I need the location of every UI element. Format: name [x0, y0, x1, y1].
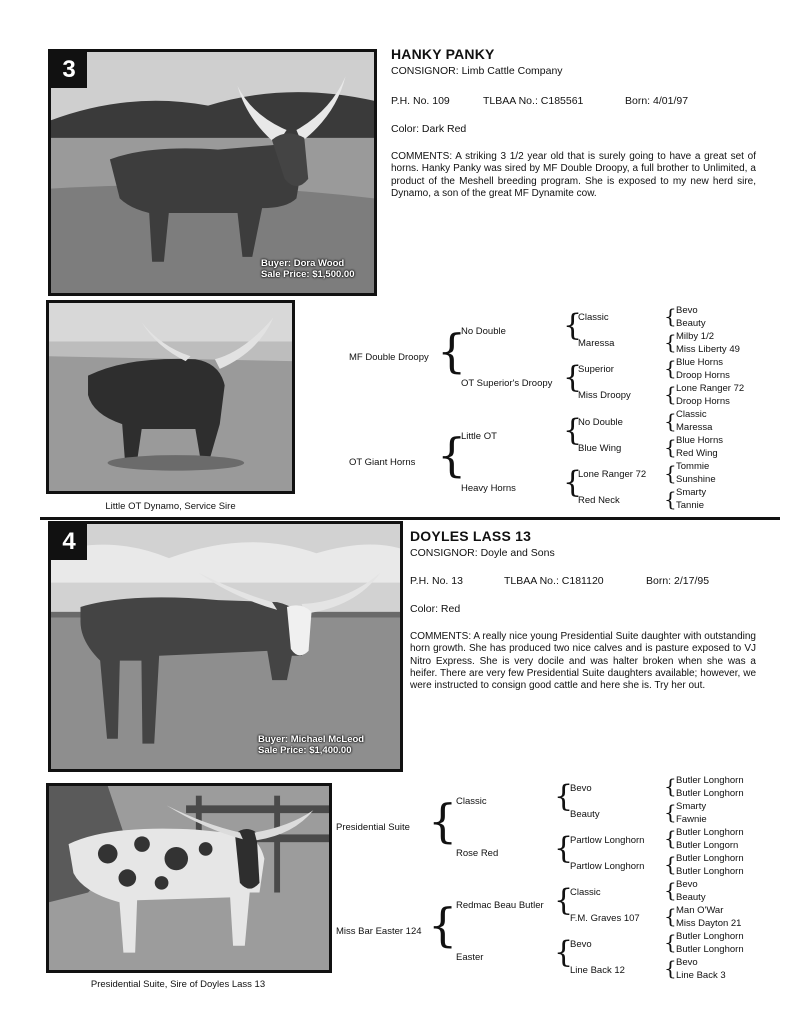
pedigree-gen4: Smarty — [676, 487, 707, 498]
buyer-name: Buyer: Dora Wood — [261, 258, 345, 269]
pedigree-gen4: Classic — [676, 409, 707, 420]
lot-title: HANKY PANKY — [391, 46, 495, 62]
tlbaa-number: TLBAA No.: C181120 — [504, 575, 604, 587]
lot-number-badge: 4 — [51, 524, 87, 560]
pedigree-gen4: Miss Liberty 49 — [676, 344, 740, 355]
pedigree-gen4: Smarty — [676, 801, 707, 812]
pedigree-gen4: Blue Horns — [676, 435, 723, 446]
comments: COMMENTS: A really nice young Presidential Suite daughter with outstanding horn growth. She has produced two nice calves and is pasture exposed to VJ Nitro Express. She is very docile and was halter broken when she was a heifer. There are very few Presidential Suite daughters available; however, we were instructed to consign good cattle and here she is. Try her out. — [410, 631, 756, 692]
pedigree-sire: MF Double Droopy — [349, 352, 429, 363]
pedigree-gen3: Superior — [578, 364, 614, 375]
pedigree-gen3: Bevo — [570, 783, 592, 794]
spotted-longhorn-bull-image — [49, 786, 329, 970]
pedigree-brace: { — [554, 779, 574, 814]
pedigree-gen4: Blue Horns — [676, 357, 723, 368]
pedigree-brace: { — [664, 356, 677, 380]
pedigree-gen3: Beauty — [570, 809, 600, 820]
pedigree-brace: { — [664, 826, 677, 850]
pedigree-brace: { — [554, 831, 574, 866]
pedigree-brace: { — [428, 794, 458, 848]
pedigree-gen4: Tommie — [676, 461, 710, 472]
pedigree-gen3: Blue Wing — [578, 443, 622, 454]
sire-caption: Presidential Suite, Sire of Doyles Lass 13 — [90, 979, 266, 990]
longhorn-cow-image — [51, 524, 400, 769]
pedigree-gen4: Droop Horns — [676, 370, 730, 381]
lot-title: DOYLES LASS 13 — [410, 528, 532, 544]
pedigree-gen4: Bevo — [676, 957, 698, 968]
pedigree-gen2: Rose Red — [456, 848, 499, 859]
pedigree-gen4: Butler Longhorn — [676, 944, 744, 955]
pedigree-gen3: Miss Droopy — [578, 390, 631, 401]
pedigree-brace: { — [664, 878, 677, 902]
pedigree-brace: { — [428, 898, 458, 952]
pedigree-brace: { — [664, 956, 677, 980]
pedigree-gen2: OT Superior's Droopy — [461, 378, 553, 389]
pedigree-brace: { — [437, 428, 467, 482]
pedigree-gen3: Partlow Longhorn — [570, 835, 645, 846]
pedigree-gen4: Butler Longhorn — [676, 775, 744, 786]
pedigree-gen2: No Double — [461, 326, 506, 337]
pedigree-gen3: Maressa — [578, 338, 615, 349]
pedigree-gen4: Line Back 3 — [676, 970, 726, 981]
pedigree-brace: { — [664, 304, 677, 328]
pedigree-brace: { — [664, 852, 677, 876]
sire-photo — [46, 300, 295, 494]
pedigree-brace: { — [563, 360, 583, 395]
pedigree-brace: { — [554, 935, 574, 970]
pedigree-gen3: Line Back 12 — [570, 965, 625, 976]
pedigree-gen3: Partlow Longhorn — [570, 861, 645, 872]
pedigree-gen4: Tannie — [676, 500, 704, 511]
color: Color: Red — [410, 603, 461, 615]
pedigree-brace: { — [664, 774, 677, 798]
pedigree-gen4: Fawnie — [676, 814, 707, 825]
born-date: Born: 2/17/95 — [646, 575, 710, 587]
pedigree-brace: { — [664, 435, 677, 459]
pedigree-gen3: Classic — [578, 312, 609, 323]
pedigree-brace: { — [563, 465, 583, 500]
pedigree-gen3: Bevo — [570, 939, 592, 950]
pedigree-dam: Miss Bar Easter 124 — [336, 926, 422, 937]
pedigree-brace: { — [664, 904, 677, 928]
sale-price: Sale Price: $1,400.00 — [258, 745, 352, 756]
buyer-label — [258, 734, 364, 756]
pedigree-gen4: Bevo — [676, 305, 698, 316]
pedigree-brace: { — [437, 324, 467, 378]
longhorn-bull-image — [49, 303, 292, 491]
pedigree-gen4: Droop Horns — [676, 396, 730, 407]
pedigree-gen2: Little OT — [461, 431, 497, 442]
pedigree-gen4: Man O'War — [676, 905, 724, 916]
pedigree-gen2: Classic — [456, 796, 487, 807]
pedigree-gen3: Lone Ranger 72 — [578, 469, 647, 480]
pedigree-brace: { — [664, 800, 677, 824]
pedigree-brace: { — [554, 883, 574, 918]
pedigree-brace: { — [664, 330, 677, 354]
pedigree-brace: { — [664, 487, 677, 511]
color: Color: Dark Red — [391, 123, 467, 135]
section-divider — [40, 517, 780, 520]
pedigree-gen4: Butler Longhorn — [676, 931, 744, 942]
pedigree-gen4: Maressa — [676, 422, 713, 433]
pedigree-gen2: Redmac Beau Butler — [456, 900, 544, 911]
buyer-name: Buyer: Michael McLeod — [258, 734, 365, 745]
pedigree-brace: { — [563, 308, 583, 343]
pedigree-gen4: Butler Longhorn — [676, 827, 744, 838]
pedigree-gen4: Miss Dayton 21 — [676, 918, 742, 929]
comments: COMMENTS: A striking 3 1/2 year old that is surely going to have a great set of horns. Hanky Panky was sired by MF Double Droopy, a full brother to Unlimited, a product of the Meshell breeding program. She is exposed to my new herd sire, Dynamo, a son of the great MF Dynamite cow. — [391, 151, 756, 199]
consignor: CONSIGNOR: Limb Cattle Company — [391, 65, 563, 77]
pedigree-brace: { — [563, 413, 583, 448]
pedigree-gen4: Red Wing — [676, 448, 718, 459]
pedigree-gen4: Beauty — [676, 318, 706, 329]
born-date: Born: 4/01/97 — [625, 95, 689, 107]
lot-3-photo — [48, 49, 377, 296]
sire-caption: Little OT Dynamo, Service Sire — [105, 501, 236, 512]
pedigree-gen4: Lone Ranger 72 — [676, 383, 745, 394]
consignor: CONSIGNOR: Doyle and Sons — [410, 547, 555, 559]
pedigree-gen2: Easter — [456, 952, 484, 963]
pedigree-brace: { — [664, 461, 677, 485]
sale-price: Sale Price: $1,500.00 — [261, 269, 355, 280]
pedigree-sire: Presidential Suite — [336, 822, 410, 833]
pedigree-gen3: Classic — [570, 887, 601, 898]
ph-number: P.H. No. 13 — [410, 575, 463, 587]
pedigree-gen2: Heavy Horns — [461, 483, 516, 494]
buyer-label — [261, 258, 355, 280]
sire-photo — [46, 783, 332, 973]
pedigree-gen4: Sunshine — [676, 474, 716, 485]
pedigree-brace: { — [664, 409, 677, 433]
longhorn-cow-image — [51, 52, 374, 293]
pedigree-dam: OT Giant Horns — [349, 457, 416, 468]
tlbaa-number: TLBAA No.: C185561 — [483, 95, 584, 107]
pedigree-gen4: Butler Longhorn — [676, 788, 744, 799]
pedigree-brace: { — [664, 930, 677, 954]
lot-number-badge: 3 — [51, 52, 87, 88]
pedigree-gen4: Butler Longhorn — [676, 853, 744, 864]
lot-4-photo — [48, 521, 403, 772]
pedigree-gen4: Beauty — [676, 892, 706, 903]
pedigree-gen4: Milby 1/2 — [676, 331, 715, 342]
pedigree-gen3: No Double — [578, 417, 623, 428]
pedigree-gen4: Bevo — [676, 879, 698, 890]
ph-number: P.H. No. 109 — [391, 95, 450, 107]
pedigree-gen3: F.M. Graves 107 — [570, 913, 640, 924]
pedigree-gen4: Butler Longhorn — [676, 866, 744, 877]
pedigree-gen3: Red Neck — [578, 495, 620, 506]
pedigree-gen4: Butler Longorn — [676, 840, 739, 851]
pedigree-brace: { — [664, 382, 677, 406]
